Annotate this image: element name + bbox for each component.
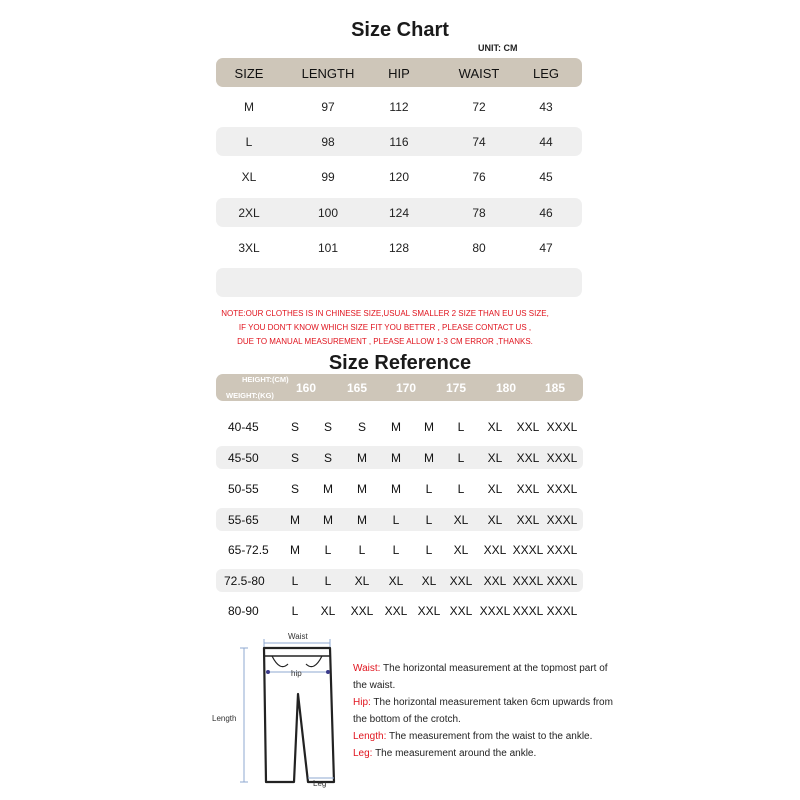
size-cell: XXL	[483, 574, 507, 588]
definition-text: The measurement from the waist to the ankle.	[386, 731, 593, 742]
cell-size: L	[245, 135, 253, 149]
size-cell: XL	[487, 513, 503, 527]
size-cell: M	[424, 420, 434, 434]
header-leg: LEG	[532, 66, 560, 81]
size-cell: XXL	[384, 604, 408, 618]
size-cell: L	[392, 513, 400, 527]
weight-range: 72.5-80	[224, 574, 265, 588]
cell-leg: 45	[539, 170, 553, 184]
size-cell: L	[324, 574, 332, 588]
header-waist: WAIST	[458, 66, 500, 81]
size-cell: XXL	[483, 543, 507, 557]
cell-size: M	[244, 100, 254, 114]
size-cell: XXXL	[512, 604, 544, 618]
cell-leg: 44	[539, 135, 553, 149]
size-chart-empty-row	[216, 268, 582, 297]
size-chart-title: Size Chart	[351, 19, 449, 41]
size-cell: S	[323, 420, 333, 434]
definition-term: Leg:	[353, 748, 373, 759]
height-value: 160	[295, 381, 317, 395]
size-cell: M	[357, 513, 367, 527]
cell-size: XL	[241, 170, 257, 184]
size-reference-row	[216, 508, 583, 531]
definition-term: Length:	[353, 731, 387, 742]
size-cell: M	[357, 482, 367, 496]
header-hip: HIP	[388, 66, 410, 81]
size-cell: S	[357, 420, 367, 434]
size-cell: XL	[487, 451, 503, 465]
size-cell: M	[323, 482, 333, 496]
size-cell: XXXL	[546, 482, 578, 496]
size-cell: XXL	[449, 604, 473, 618]
size-cell: M	[391, 420, 401, 434]
size-cell: L	[291, 574, 299, 588]
height-value: 185	[544, 381, 566, 395]
size-reference-title: Size Reference	[328, 352, 472, 374]
size-cell: M	[391, 482, 401, 496]
size-cell: XL	[487, 420, 503, 434]
height-value: 170	[395, 381, 417, 395]
size-reference-row	[216, 477, 583, 500]
definition-term: Hip:	[353, 697, 371, 708]
cell-leg: 47	[539, 241, 553, 255]
size-cell: XXL	[350, 604, 374, 618]
size-chart-row	[216, 198, 582, 227]
size-cell: L	[425, 482, 433, 496]
weight-range: 80-90	[228, 604, 259, 618]
size-chart-row	[216, 162, 582, 191]
size-chart-header	[216, 58, 582, 87]
size-cell: XL	[354, 574, 370, 588]
size-cell: M	[424, 451, 434, 465]
size-cell: XXL	[417, 604, 441, 618]
size-cell: S	[290, 420, 300, 434]
definition-leg	[353, 745, 613, 762]
definition-waist	[353, 660, 613, 694]
size-cell: XXL	[449, 574, 473, 588]
size-cell: M	[357, 451, 367, 465]
size-cell: XXXL	[479, 604, 511, 618]
cell-hip: 124	[388, 206, 410, 220]
cell-waist: 80	[472, 241, 486, 255]
cell-size: 2XL	[238, 206, 260, 220]
size-cell: XXL	[516, 451, 540, 465]
size-reference-row	[216, 446, 583, 469]
size-cell: XL	[487, 482, 503, 496]
definition-length	[353, 728, 613, 745]
size-cell: XL	[453, 543, 469, 557]
size-cell: M	[290, 513, 300, 527]
unit-label: UNIT: CM	[478, 43, 518, 53]
size-cell: L	[425, 543, 433, 557]
size-cell: XL	[320, 604, 336, 618]
size-reference-row	[216, 538, 583, 561]
pants-outline-icon	[224, 632, 346, 786]
size-reference-row	[216, 599, 583, 622]
length-diagram-label: Length	[212, 714, 237, 723]
size-cell: XXL	[516, 482, 540, 496]
size-cell: XXXL	[546, 451, 578, 465]
size-reference-row	[216, 569, 583, 592]
cell-length: 99	[321, 170, 335, 184]
note-line-3: DUE TO MANUAL MEASUREMENT , PLEASE ALLOW 1-3 CM ERROR ,THANKS.	[237, 337, 533, 346]
size-cell: XXXL	[546, 513, 578, 527]
note-line-1: NOTE:OUR CLOTHES IS IN CHINESE SIZE,USUAL SMALLER 2 SIZE THAN EU US SIZE,	[221, 309, 549, 318]
hip-diagram-label: hip	[291, 669, 302, 678]
size-cell: XXXL	[512, 543, 544, 557]
size-cell: M	[290, 543, 300, 557]
weight-label: WEIGHT:(KG)	[226, 391, 274, 400]
size-cell: XL	[453, 513, 469, 527]
weight-range: 45-50	[228, 451, 259, 465]
height-label: HEIGHT:(CM)	[242, 375, 289, 384]
size-chart-row	[216, 92, 582, 121]
waist-diagram-label: Waist	[288, 632, 308, 641]
size-reference-row	[216, 415, 583, 438]
size-cell: S	[290, 482, 300, 496]
cell-leg: 46	[539, 206, 553, 220]
size-cell: L	[291, 604, 299, 618]
size-cell: XL	[388, 574, 404, 588]
note-line-2: IF YOU DON'T KNOW WHICH SIZE FIT YOU BETTER , PLEASE CONTACT US ,	[238, 323, 532, 332]
size-cell: L	[392, 543, 400, 557]
cell-size: 3XL	[238, 241, 260, 255]
height-value: 165	[346, 381, 368, 395]
cell-hip: 112	[389, 100, 409, 114]
size-cell: L	[425, 513, 433, 527]
cell-hip: 116	[389, 135, 409, 149]
height-value: 175	[445, 381, 467, 395]
size-chart-row	[216, 233, 582, 262]
height-value: 180	[495, 381, 517, 395]
weight-range: 40-45	[228, 420, 259, 434]
header-length: LENGTH	[301, 66, 355, 81]
size-cell: XXXL	[546, 420, 578, 434]
cell-leg: 43	[539, 100, 553, 114]
size-cell: XXXL	[546, 543, 578, 557]
size-cell: XXXL	[546, 574, 578, 588]
header-size: SIZE	[234, 66, 264, 81]
cell-waist: 72	[472, 100, 486, 114]
size-cell: L	[457, 420, 465, 434]
definition-text: The measurement around the ankle.	[372, 748, 537, 759]
size-cell: XL	[421, 574, 437, 588]
size-cell: L	[457, 482, 465, 496]
size-cell: XXXL	[512, 574, 544, 588]
cell-length: 101	[317, 241, 339, 255]
cell-waist: 78	[472, 206, 486, 220]
size-cell: S	[323, 451, 333, 465]
pants-measurement-diagram	[212, 632, 346, 788]
size-cell: XXL	[516, 420, 540, 434]
weight-range: 65-72.5	[228, 543, 269, 557]
weight-range: 50-55	[228, 482, 259, 496]
cell-hip: 120	[388, 170, 410, 184]
definition-text: The horizontal measurement at the topmost part of the waist.	[353, 663, 608, 691]
cell-length: 100	[317, 206, 339, 220]
leg-diagram-label: Leg	[313, 779, 327, 788]
weight-range: 55-65	[228, 513, 259, 527]
cell-hip: 128	[388, 241, 410, 255]
cell-waist: 76	[472, 170, 486, 184]
size-cell: M	[323, 513, 333, 527]
size-reference-header	[216, 374, 583, 401]
size-cell: XXXL	[546, 604, 578, 618]
definition-term: Waist:	[353, 663, 381, 674]
definition-text: The horizontal measurement taken 6cm upwards from the bottom of the crotch.	[353, 697, 613, 725]
size-cell: L	[457, 451, 465, 465]
size-chart-row	[216, 127, 582, 156]
measurement-definitions	[353, 660, 613, 762]
size-cell: S	[290, 451, 300, 465]
cell-waist: 74	[472, 135, 486, 149]
size-cell: L	[324, 543, 332, 557]
cell-length: 97	[321, 100, 335, 114]
size-cell: M	[391, 451, 401, 465]
size-cell: XXL	[516, 513, 540, 527]
definition-hip	[353, 694, 613, 728]
cell-length: 98	[321, 135, 335, 149]
size-cell: L	[358, 543, 366, 557]
